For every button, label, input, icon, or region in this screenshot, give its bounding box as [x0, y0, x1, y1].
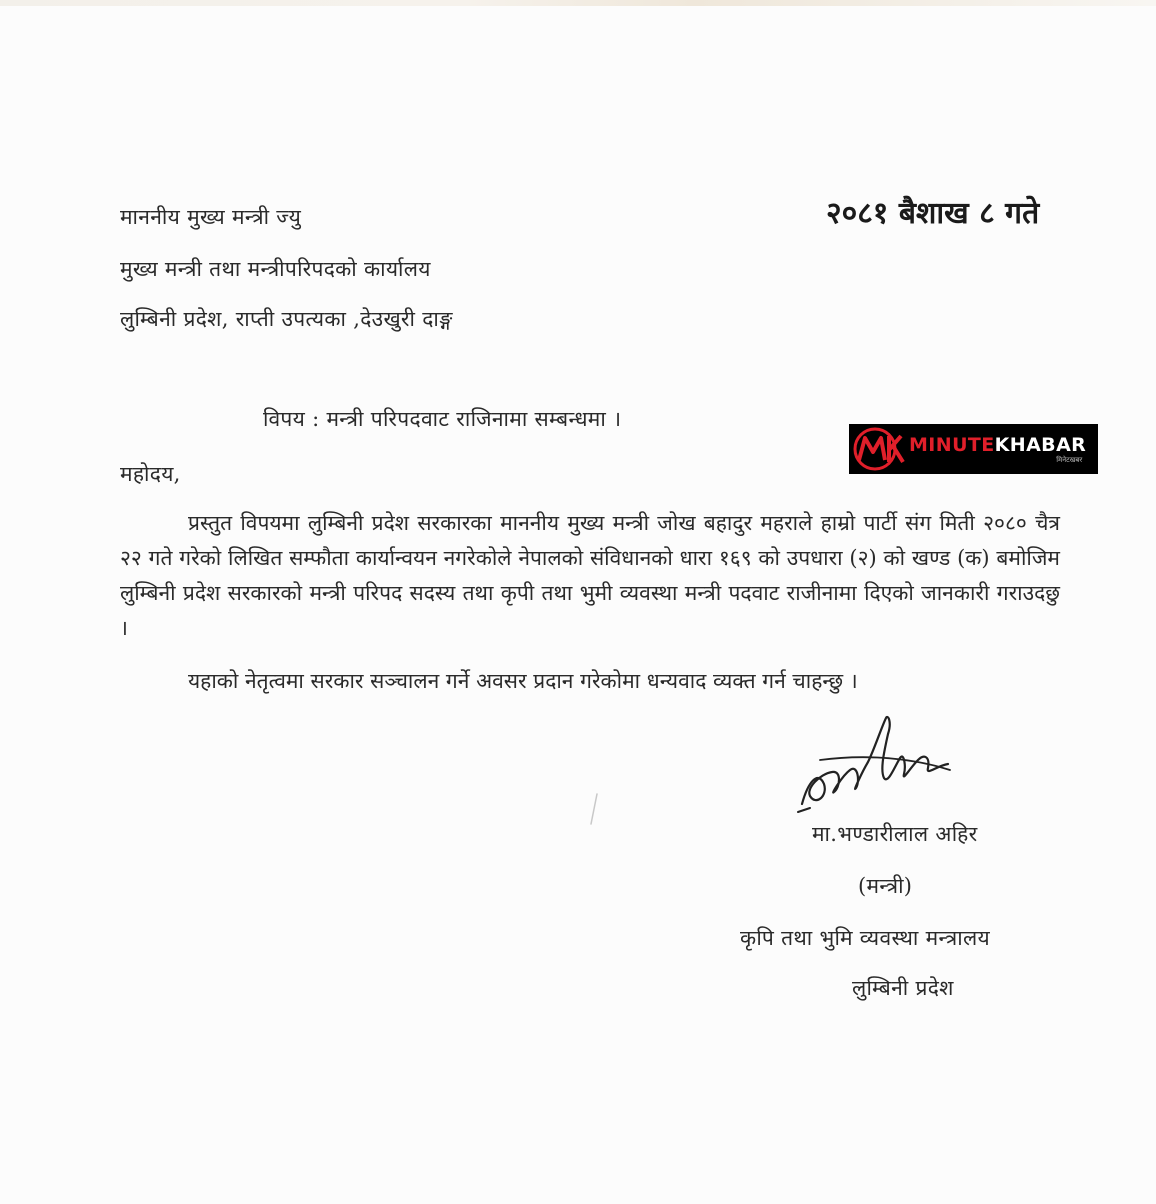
paper-mark [585, 790, 605, 830]
recipient-line-2: मुख्य मन्त्री तथा मन्त्रीपरिपदको कार्यालय [120, 257, 431, 281]
letter-salutation: महोदय, [120, 462, 181, 486]
signatory-province: लुम्बिनी प्रदेश [852, 976, 954, 1000]
signatory-name: मा.भण्डारीलाल अहिर [812, 822, 978, 846]
body-paragraph-2: यहाको नेतृत्वमा सरकार सञ्चालन गर्ने अवसर प्रदान गरेकोमा धन्यवाद व्यक्त गर्न चाहन्छु । [188, 669, 858, 693]
mk-logo-icon [849, 424, 907, 474]
logo-wordmark [909, 434, 1086, 456]
recipient-line-3: लुम्बिनी प्रदेश, राप्ती उपत्यका ,देउखुरी दाङ्ग [120, 307, 453, 331]
handwritten-signature [790, 712, 965, 822]
letter-subject: विपय : मन्त्री परिपदवाट राजिनामा सम्बन्धमा । [263, 407, 622, 431]
logo-tagline: मिनेटखबर [1056, 455, 1083, 464]
signatory-title: (मन्त्री) [858, 874, 913, 898]
minutekhabar-watermark-logo [849, 424, 1098, 474]
logo-word-minute: MINUTE [909, 433, 995, 456]
top-edge-strip [0, 0, 1156, 6]
logo-text-block [909, 434, 1086, 465]
recipient-line-1: माननीय मुख्य मन्त्री ज्यु [120, 205, 302, 229]
letter-date: २०८१ बैशाख ८ गते [826, 196, 1040, 231]
signatory-ministry: कृपि तथा भुमि व्यवस्था मन्त्रालय [740, 926, 990, 950]
body-paragraph-1: प्रस्तुत विपयमा लुम्बिनी प्रदेश सरकारका माननीय मुख्य मन्त्री जोख बहादुर महराले हाम्रो पार्टी संग मिती २०८० चैत्र २२ गते गरेको लिखित सम्फौता कार्यान्वयन नगरेकोले नेपालको संविधानको धारा १६९ को उपधारा (२) को खण्ड (क) बमोजिम लुम्बिनी प्रदेश सरकारको मन्त्री परिपद सदस्य तथा कृपी तथा भुमी व्यवस्था मन्त्री पदवाट राजीनामा दिएको जानकारी गराउदछु । [120, 511, 1060, 640]
logo-word-khabar: KHABAR [994, 433, 1087, 456]
